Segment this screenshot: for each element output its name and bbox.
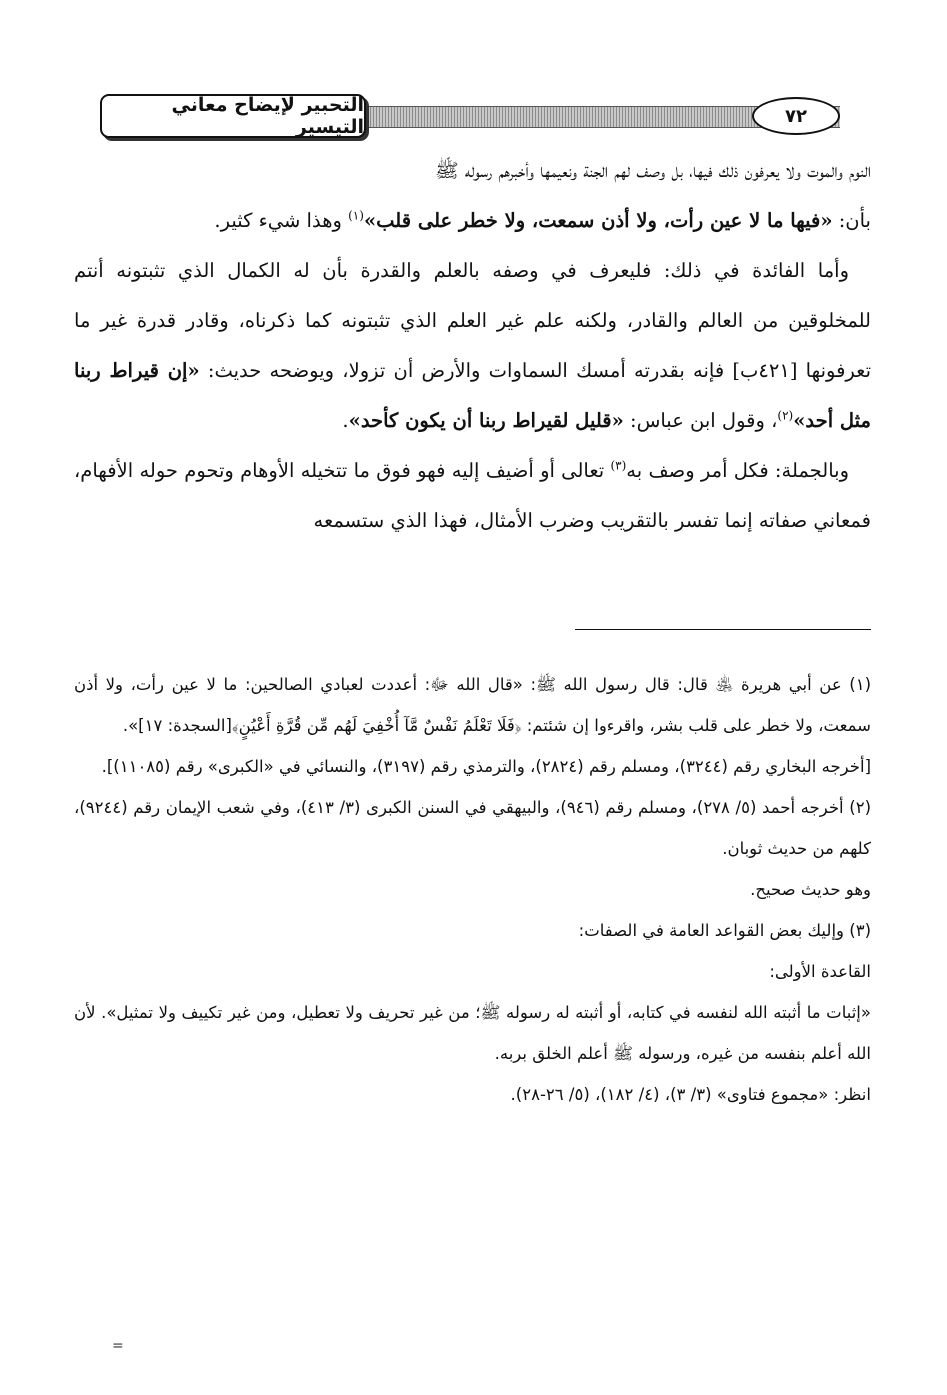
paragraph-1-lead: بأن:	[832, 209, 871, 232]
paragraph-2-end: .	[342, 409, 349, 432]
hadith-quote: «فيها ما لا عين رأت، ولا أذن سمعت، ولا خطر على قلب»	[363, 209, 833, 232]
footer-mark: =	[112, 1338, 124, 1354]
paragraph-2-text: وأما الفائدة في ذلك: فليعرف في وصفه بالعلم والقدرة بأن له الكمال الذي تثبتونه أنتم للمخلوقين من العالم والقادر، ولكنه علم غير العلم الذي تثبتونه كما ذكرناه، وقادر قدرة غير ما تعرفونها [٤٢١ب] فإنه بقدرته أمسك السماوات والأرض أن تزولا، ويوضحه حديث:	[74, 259, 871, 382]
paragraph-1-tail: وهذا شيء كثير.	[214, 209, 349, 232]
page-header	[100, 92, 840, 140]
paragraph-1-line-1: النوم والموت ولا يعرفون ذلك فيها، بل وصف لهم الجنة ونعيمها وأخبرهم رسوله ﷺ	[435, 159, 871, 182]
main-text	[74, 146, 871, 546]
footnotes	[74, 664, 871, 1115]
footnote-2: (٢) أخرجه أحمد (٥/ ٢٧٨)، ومسلم رقم (٩٤٦)، والبيهقي في السنن الكبرى (٣/ ٤١٣)، وفي شعب الإيمان رقم (٩٢٤٤)، كلهم من حديث ثوبان.	[74, 798, 871, 858]
ibn-abbas-quote: «قليل لقيراط ربنا أن يكون كأحد»	[348, 409, 624, 432]
paragraph-3	[74, 446, 871, 546]
paragraph-2-mid: ، وقول ابن عباس:	[623, 409, 778, 432]
paragraph-1	[74, 146, 871, 246]
page-number	[752, 97, 840, 135]
footnote-3-rule: «إثبات ما أثبته الله لنفسه في كتابه، أو أثبته له رسوله ﷺ؛ من غير تحريف ولا تعطيل، ومن غير تكييف ولا تمثيل». لأن الله أعلم بنفسه من غيره، ورسوله ﷺ أعلم الخلق بربه.	[74, 1003, 871, 1063]
hadith-quote-qirat: «إن قيراط ربنا مثل أحد»	[74, 359, 871, 432]
footnote-ref-3: (٣)	[610, 458, 627, 473]
footnote-1: (١) عن أبي هريرة ﵁ قال: قال رسول الله ﷺ: «قال الله ﷻ: أعددت لعبادي الصالحين: ما لا عين رأت، ولا أذن سمعت، ولا خطر على قلب بشر، واقرءوا إن شئتم: ﴿فَلَا تَعْلَمُ نَفْسٌ مَّآ أُخْفِيَ لَهُم مِّن قُرَّةِ أَعْيُنٍ﴾[السجدة: ١٧]».	[74, 675, 871, 735]
paragraph-3-text: تعالى أو أضيف إليه فهو فوق ما تتخيله الأوهام وتحوم حوله الأفهام، فمعاني صفاته إنما تفسر بالتقريب وضرب الأمثال، فهذا الذي ستسمعه	[74, 459, 871, 532]
footnote-3-heading: القاعدة الأولى:	[769, 962, 871, 981]
footnote-3-reference: انظر: «مجموع فتاوى» (٣/ ٣)، (٤/ ١٨٢)، (٥/ ٢٦-٢٨).	[510, 1085, 871, 1104]
book-title-text: التحبير لإيضاح معاني التيسير	[171, 94, 364, 138]
footnote-3: (٣) وإليك بعض القواعد العامة في الصفات:	[578, 921, 871, 940]
footnote-separator	[575, 629, 871, 630]
footnote-ref-1: (١)	[348, 208, 364, 223]
page-number-text: ٧٢	[785, 105, 807, 127]
footnote-1-sources: [أخرجه البخاري رقم (٣٢٤٤)، ومسلم رقم (٢٨٢٤)، والترمذي رقم (٣١٩٧)، والنسائي في «الكبرى» رقم (١١٠٨٥)].	[101, 757, 871, 776]
footnote-ref-2: (٢)	[777, 408, 794, 423]
paragraph-3-lead: وبالجملة: فكل أمر وصف به	[626, 459, 850, 482]
book-title	[100, 94, 366, 138]
paragraph-2	[74, 246, 871, 446]
footnote-2-grading: وهو حديث صحيح.	[750, 880, 871, 899]
